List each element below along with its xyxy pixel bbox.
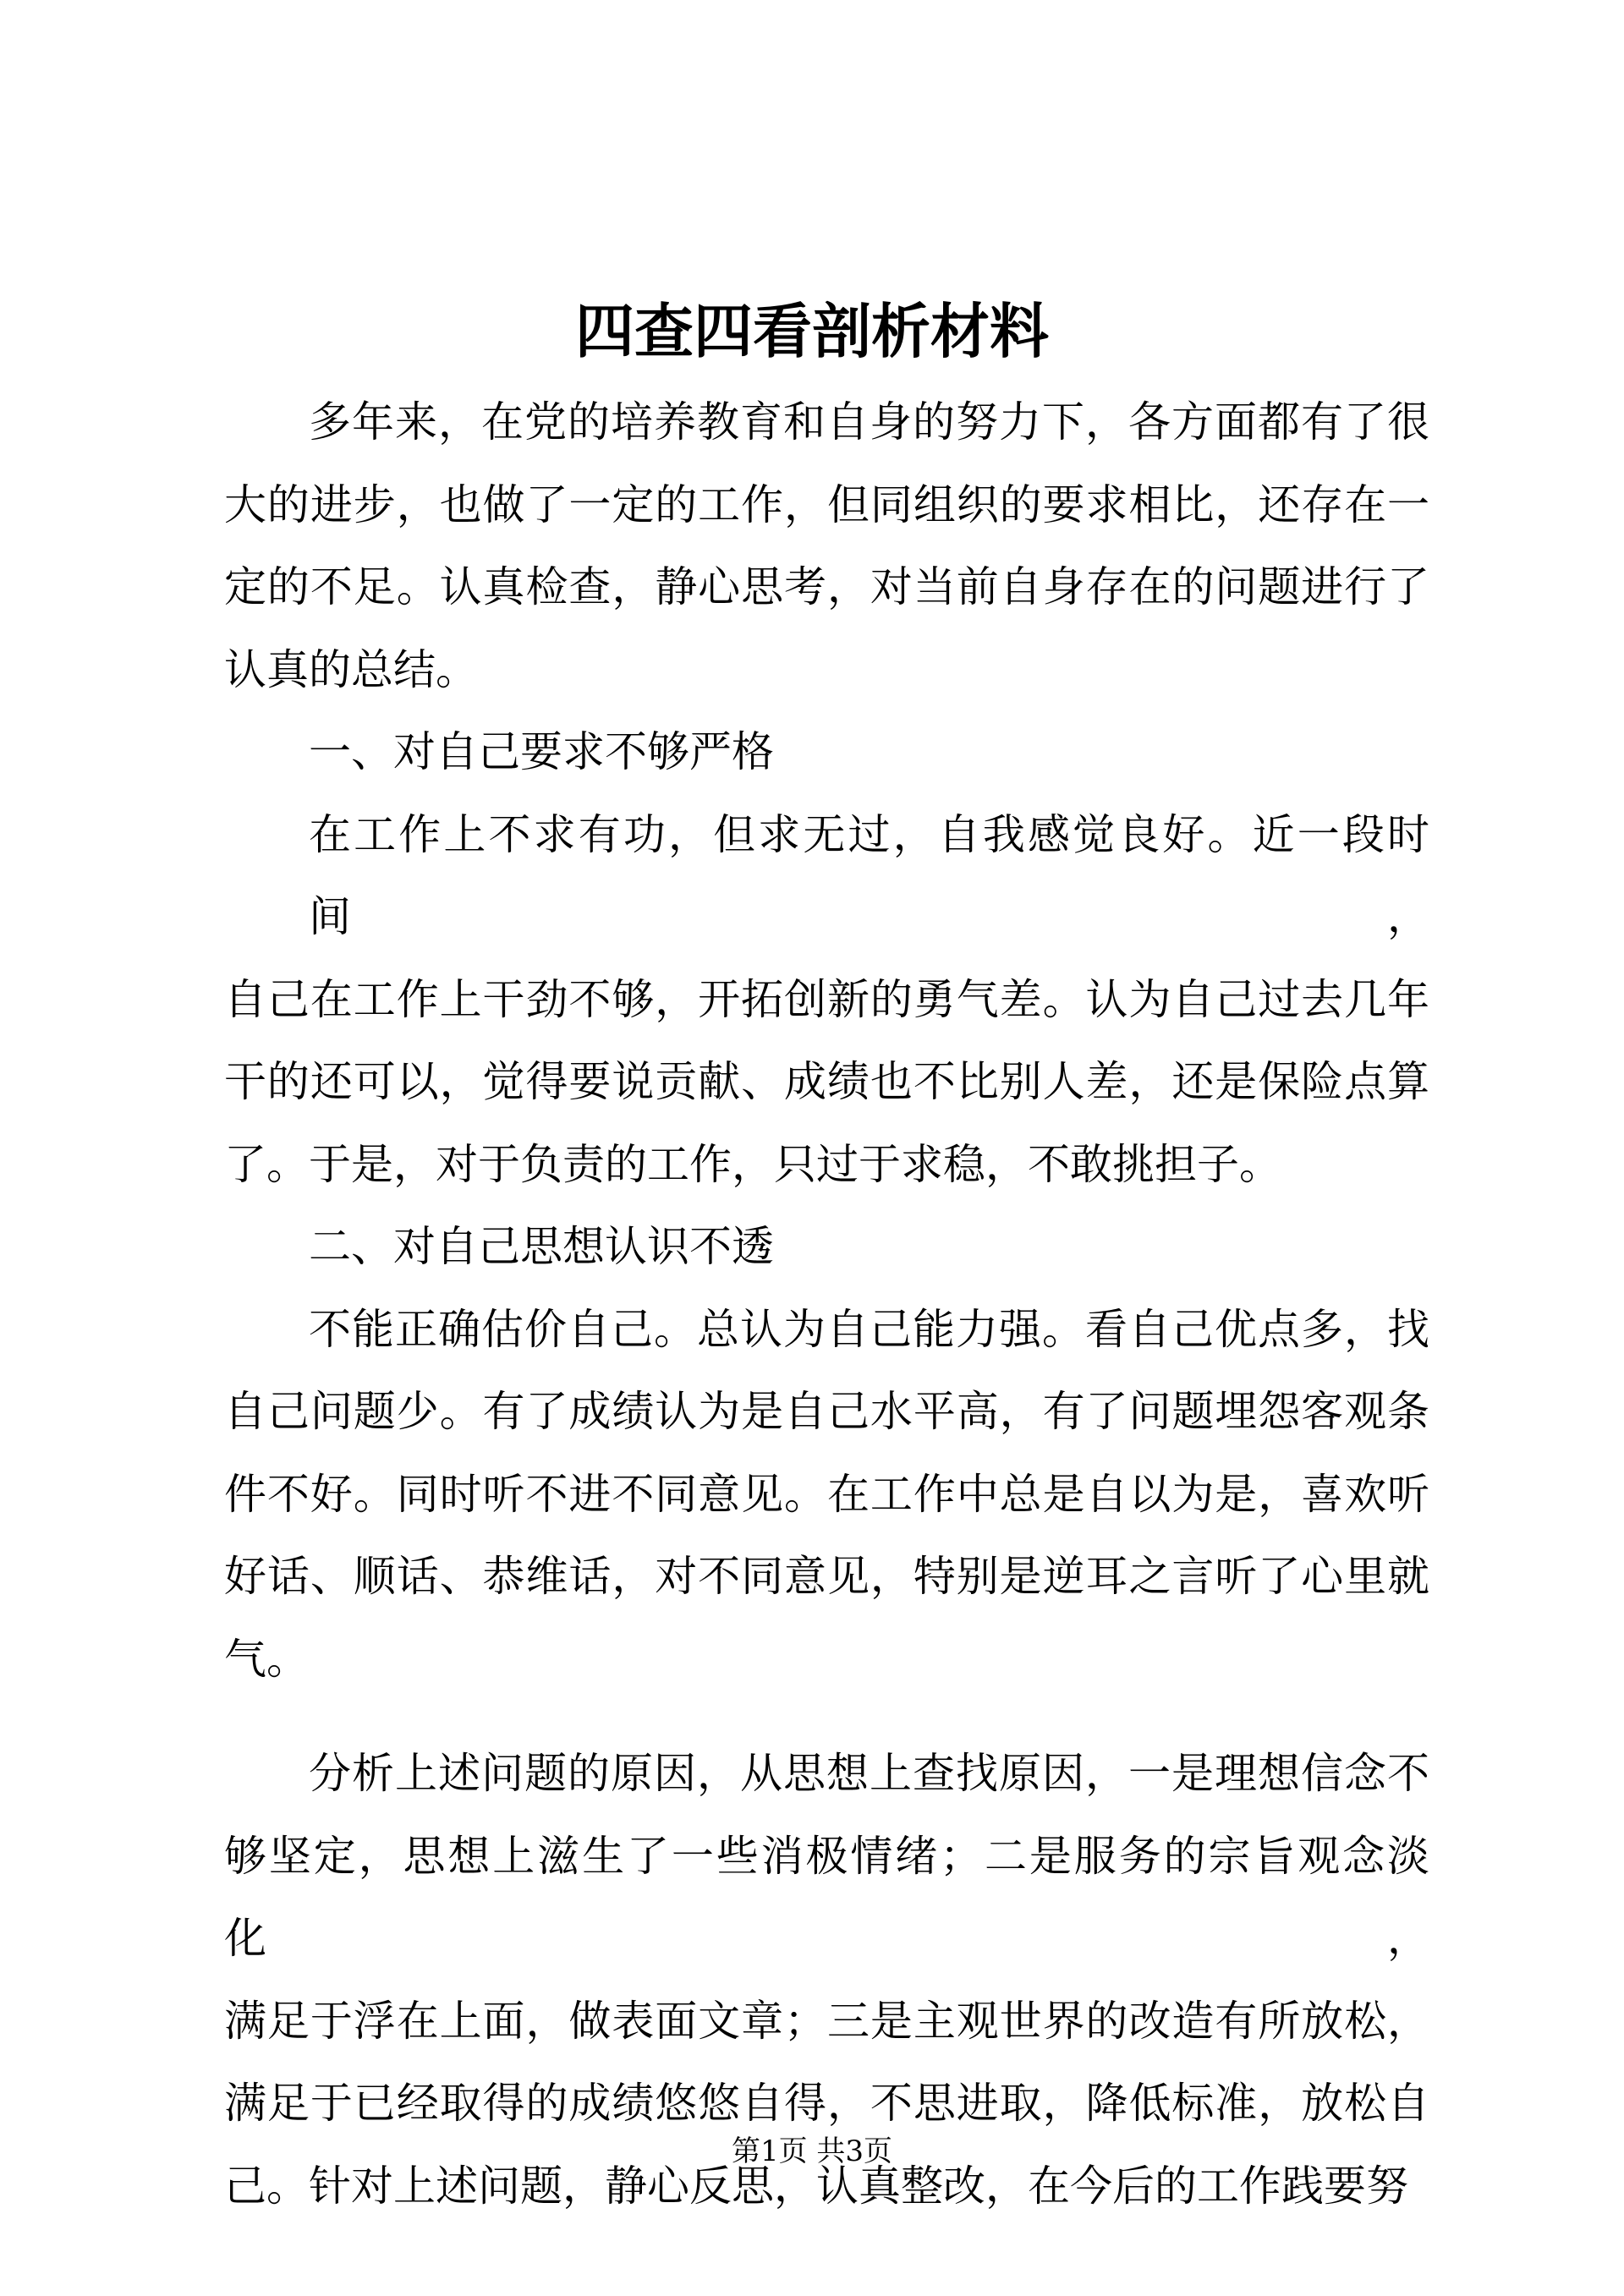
paragraph bbox=[224, 1289, 1429, 1701]
section-heading bbox=[224, 711, 1429, 794]
text-line: 己。针对上述问题，静心反思，认真整改，在今后的工作践要努 bbox=[224, 2161, 1408, 2211]
paragraph bbox=[224, 794, 1429, 1207]
text-line: 气。 bbox=[224, 1634, 309, 1684]
text-line: 满足于浮在上面，做表面文章；三是主观世界的改造有所放松， bbox=[224, 1996, 1429, 2046]
text-line: 了。于是，对于负责的工作，只过于求稳，不敢挑担子。 bbox=[224, 1139, 1281, 1189]
text-line: 自己问题少。有了成绩认为是自己水平高，有了问题埋怨客观条 bbox=[224, 1387, 1429, 1436]
text-line: 干的还可以，觉得要说贡献、成绩也不比别人差，还是保险点算 bbox=[224, 1057, 1429, 1106]
text-line: 好话、顺话、恭维话，对不同意见，特别是逆耳之言听了心里就 bbox=[224, 1552, 1429, 1601]
text-line: 二、对自己思想认识不透 bbox=[309, 1222, 774, 1271]
section-heading bbox=[224, 1206, 1429, 1289]
text-line: 够坚定，思想上滋生了一些消极情绪；二是服务的宗旨观念淡化， bbox=[224, 1831, 1429, 1963]
document-body bbox=[224, 381, 1429, 2228]
text-line: 认真的总结。 bbox=[224, 644, 478, 694]
document-title: 四查四看剖析材料 bbox=[575, 296, 1049, 366]
text-line: 自己在工作上干劲不够，开拓创新的勇气差。认为自己过去几年 bbox=[224, 974, 1429, 1024]
paragraph bbox=[224, 381, 1429, 711]
text-line: 不能正确估价自己。总认为自己能力强。看自己优点多，找 bbox=[309, 1304, 1429, 1354]
page-footer: 第1页 共3页 bbox=[731, 2134, 893, 2168]
text-line: 多年来，在党的培养教育和自身的努力下，各方面都有了很 bbox=[309, 397, 1429, 447]
text-line: 大的进步，也做了一定的工作，但同组织的要求相比，还存在一 bbox=[224, 479, 1429, 529]
text-line: 在工作上不求有功，但求无过，自我感觉良好。近一段时间， bbox=[309, 809, 1429, 941]
text-line: 一、对自己要求不够严格 bbox=[309, 727, 774, 776]
text-line: 分析上述问题的原因，从思想上查找原因，一是理想信念不 bbox=[309, 1749, 1429, 1798]
text-line: 满足于已经取得的成绩悠悠自得，不思进取，降低标准，放松自 bbox=[224, 2079, 1429, 2128]
text-line: 定的不足。认真检查，静心思考，对当前自身存在的问题进行了 bbox=[224, 562, 1429, 611]
text-line: 件不好。同时听不进不同意见。在工作中总是自以为是，喜欢听 bbox=[224, 1469, 1429, 1519]
